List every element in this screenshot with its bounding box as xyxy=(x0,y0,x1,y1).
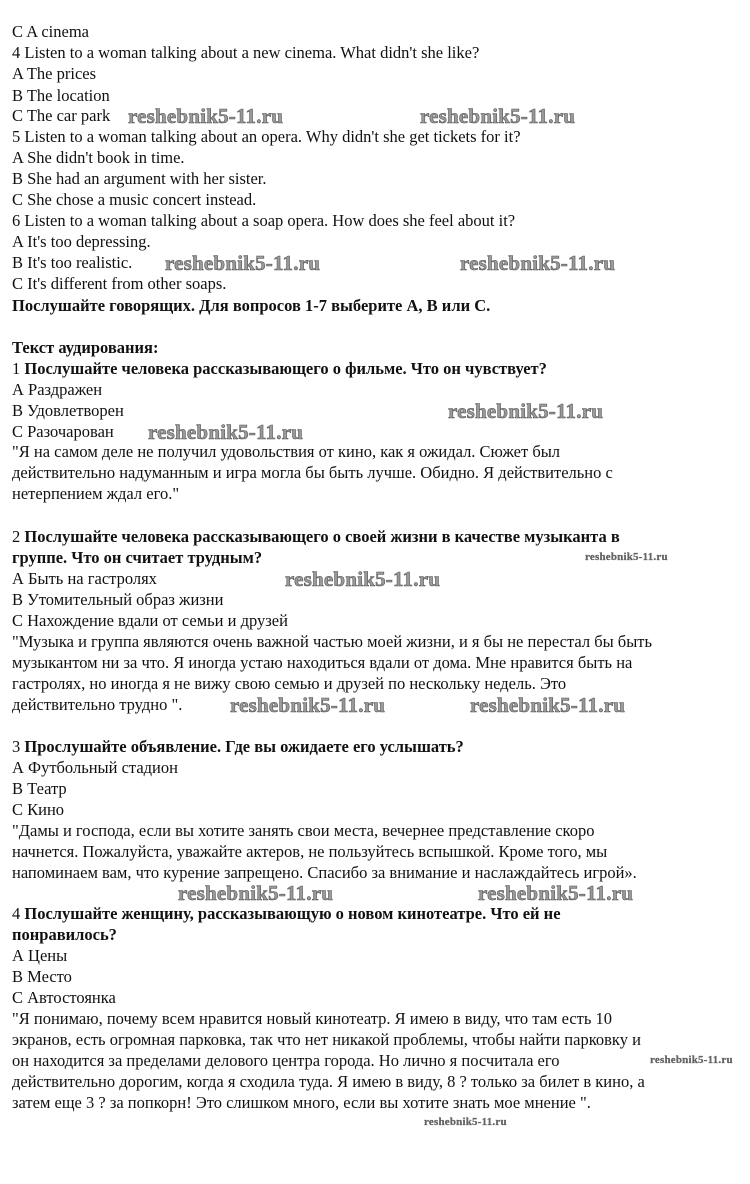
text-line: А Раздражен xyxy=(12,380,103,399)
text-line xyxy=(12,904,561,924)
watermark: reshebnik5-11.ru xyxy=(585,551,668,563)
text-line: А Быть на гастролях xyxy=(12,569,157,588)
text-line: В Место xyxy=(12,967,72,986)
text-line xyxy=(12,737,464,757)
watermark: reshebnik5-11.ru xyxy=(424,1116,507,1128)
text-line: А Футбольный стадион xyxy=(12,758,178,777)
text-line: Послушайте говорящих. Для вопросов 1-7 выберите A, B или C. xyxy=(12,296,491,315)
text-line: 4 Listen to a woman talking about a new cinema. What didn't she like? xyxy=(12,43,480,62)
text-line: 5 Listen to a woman talking about an opera. Why didn't she get tickets for it? xyxy=(12,127,521,146)
question-text: Послушайте человека рассказывающего о фильме. Что он чувствует? xyxy=(24,359,547,378)
question-text: Послушайте человека рассказывающего о своей жизни в качестве музыканта в xyxy=(24,527,620,546)
text-line: С Автостоянка xyxy=(12,988,116,1007)
text-line: "Дамы и господа, если вы хотите занять свои места, вечернее представление скоро xyxy=(12,821,595,840)
text-line: B It's too realistic. xyxy=(12,253,133,272)
text-line: начнется. Пожалуйста, уважайте актеров, не пользуйтесь вспышкой. Кроме того, мы xyxy=(12,842,608,861)
watermark: reshebnik5-11.ru xyxy=(448,399,604,423)
text-line: А Цены xyxy=(12,946,68,965)
question-number: 2 xyxy=(12,527,25,546)
text-line: действительно трудно ". xyxy=(12,695,183,714)
watermark: reshebnik5-11.ru xyxy=(470,693,626,717)
watermark: reshebnik5-11.ru xyxy=(148,420,304,444)
text-line: гастролях, но иногда я не вижу свою семью и друзей по нескольку недель. Это xyxy=(12,674,567,693)
watermark: reshebnik5-11.ru xyxy=(230,693,386,717)
text-line: действительно дорогим, когда я сходила туда. Я имею в виду, 8 ? только за билет в кино, а xyxy=(12,1072,645,1091)
text-line: B The location xyxy=(12,86,110,105)
watermark: reshebnik5-11.ru xyxy=(460,251,616,275)
question-text: Прослушайте объявление. Где вы ожидаете его услышать? xyxy=(24,737,464,756)
question-number: 3 xyxy=(12,737,25,756)
question-text: Послушайте женщину, рассказывающую о новом кинотеатре. Что ей не xyxy=(24,904,561,923)
question-number: 1 xyxy=(12,359,25,378)
question-number: 4 xyxy=(12,904,25,923)
text-line: напоминаем вам, что курение запрещено. Спасибо за внимание и наслаждайтесь игрой». xyxy=(12,863,637,882)
text-line: A She didn't book in time. xyxy=(12,148,185,167)
watermark: reshebnik5-11.ru xyxy=(478,881,634,905)
text-line: группе. Что он считает трудным? xyxy=(12,548,263,567)
text-line: С Нахождение вдали от семьи и друзей xyxy=(12,611,288,630)
text-line: понравилось? xyxy=(12,925,117,944)
text-line: "Я на самом деле не получил удовольствия от кино, как я ожидал. Сюжет был xyxy=(12,442,561,461)
text-line: он находится за пределами делового центра города. Но лично я посчитала его xyxy=(12,1051,560,1070)
watermark: reshebnik5-11.ru xyxy=(128,104,284,128)
text-line: В Удовлетворен xyxy=(12,401,124,420)
text-line: Текст аудирования: xyxy=(12,338,159,357)
text-line: В Театр xyxy=(12,779,67,798)
text-line: музыкантом ни за что. Я иногда устаю находиться вдали от дома. Мне нравится быть на xyxy=(12,653,633,672)
text-line: "Музыка и группа являются очень важной частью моей жизни, и я бы не перестал бы быть xyxy=(12,632,653,651)
watermark: reshebnik5-11.ru xyxy=(178,881,334,905)
text-line: B She had an argument with her sister. xyxy=(12,169,267,188)
text-line: экранов, есть огромная парковка, так что нет никакой проблемы, чтобы найти парковку и xyxy=(12,1030,641,1049)
text-line: C The car park xyxy=(12,106,111,125)
watermark: reshebnik5-11.ru xyxy=(285,567,441,591)
text-line: C It's different from other soaps. xyxy=(12,274,227,293)
text-line xyxy=(12,527,620,547)
text-line: В Утомительный образ жизни xyxy=(12,590,224,609)
text-line: нетерпением ждал его." xyxy=(12,484,180,503)
watermark: reshebnik5-11.ru xyxy=(165,251,321,275)
text-line xyxy=(12,359,547,379)
text-line: С Разочарован xyxy=(12,422,114,441)
text-line: A The prices xyxy=(12,64,97,83)
text-line: затем еще 3 ? за попкорн! Это слишком много, если вы хотите знать мое мнение ". xyxy=(12,1093,591,1112)
text-line: C She chose a music concert instead. xyxy=(12,190,257,209)
watermark: reshebnik5-11.ru xyxy=(650,1054,733,1066)
text-line: A It's too depressing. xyxy=(12,232,151,251)
text-line: "Я понимаю, почему всем нравится новый кинотеатр. Я имею в виду, что там есть 10 xyxy=(12,1009,613,1028)
text-line: действительно надуманным и игра могла бы быть лучше. Обидно. Я действительно с xyxy=(12,463,613,482)
text-line: С Кино xyxy=(12,800,65,819)
watermark: reshebnik5-11.ru xyxy=(420,104,576,128)
text-line: C A cinema xyxy=(12,22,89,41)
text-line: 6 Listen to a woman talking about a soap opera. How does she feel about it? xyxy=(12,211,516,230)
